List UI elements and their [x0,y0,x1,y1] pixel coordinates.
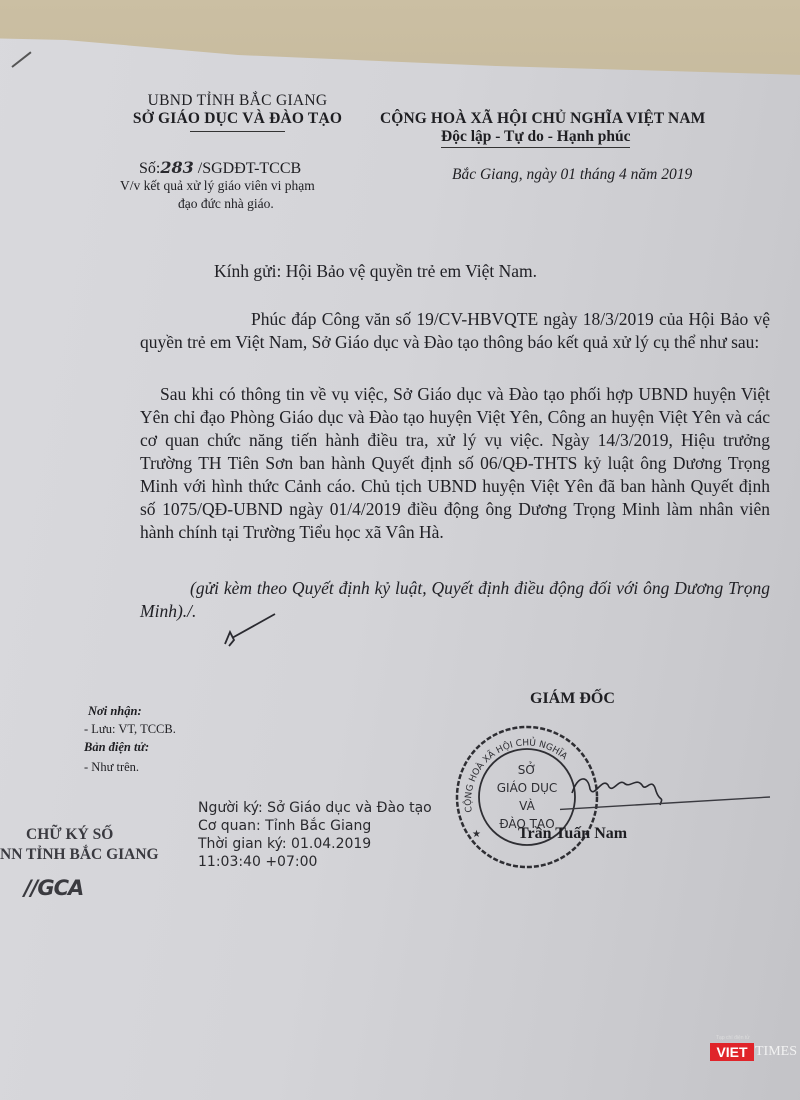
electronic-copy-title: Bản điện tử: [84,740,150,754]
gca-logo-text: GCA [37,876,84,900]
signer-title: GIÁM ĐỐC [530,690,615,707]
svg-text:ĐÀO TẠO: ĐÀO TẠO [499,817,555,831]
document-date: Bắc Giang, ngày 01 tháng 4 năm 2019 [452,166,693,183]
issuing-agency-header [105,92,370,132]
svg-text:SỞ: SỞ [517,763,537,777]
watermark-brand-rest: TIMES [755,1044,797,1059]
signature-time: Thời gian ký: 01.04.2019 11:03:40 +07:00 [198,836,372,870]
subject-line-2: đạo đức nhà giáo. [178,196,274,211]
number-label: Số: [139,160,161,177]
subject-line-1: V/v kết quả xử lý giáo viên vi phạm [120,178,315,193]
signature-signer: Người ký: Sở Giáo dục và Đào tạo [198,800,432,816]
paragraph-details: Sau khi có thông tin về vụ việc, Sở Giáo dục và Đào tạo phối hợp UBND huyện Việt Yên chỉ đạo Phòng Giáo dục và Đào tạo huyện Việt Yên, Công an huyện Việt Yên và các cơ quan chức năng tiến hành điều tra, xử lý vụ việc. Ngày 14/3/2019, Hiệu trưởng Trường TH Tiên Sơn ban hành Quyết định số 06/QĐ-THTS kỷ luật ông Dương Trọng Minh với hình thức Cảnh cáo. Chủ tịch UBND huyện Việt Yên đã ban hành Quyết định số 1075/QĐ-UBND ngày 01/4/2019 điều động ông Dương Trọng Minh làm nhân viên hành chính tại Trường Tiểu học xã Vân Hà. [140,384,770,542]
number-handwritten: 283 [160,158,194,177]
recipient-line: Kính gửi: Hội Bảo vệ quyền trẻ em Việt Nam. [214,261,538,281]
number-suffix: /SGDĐT-TCCB [197,160,302,177]
viettimes-watermark [710,1035,800,1062]
national-title: CỘNG HOÀ XÃ HỘI CHỦ NGHĨA VIỆT NAM [380,110,706,127]
svg-text:GIÁO DỤC: GIÁO DỤC [496,781,558,795]
svg-text:VÀ: VÀ [519,799,535,813]
header-underline [190,131,285,132]
recipients-title: Nơi nhận: [88,704,142,718]
national-header [380,110,705,148]
gca-logo-slash-icon: // [24,876,38,900]
signature-agency: Cơ quan: Tỉnh Bắc Giang [198,818,372,834]
recipients-item-archive: - Lưu: VT, TCCB. [84,722,176,736]
svg-text:★: ★ [472,829,481,840]
watermark-brand-red: VIET [710,1043,754,1061]
agency-name: SỞ GIÁO DỤC VÀ ĐÀO TẠO [132,110,343,127]
watermark-tagline: Tạp chí điện tử [716,1035,750,1041]
initial-mark-icon [220,610,280,650]
digital-signature-info [198,799,438,871]
document-number [139,158,301,178]
svg-text:CỘNG HOÀ XÃ HỘI CHỦ NGHĨA: CỘNG HOÀ XÃ HỘI CHỦ NGHĨA [463,738,569,814]
electronic-copy-item: - Như trên. [84,760,140,774]
agency-parent: UBND TỈNH BẮC GIANG [147,92,328,109]
gca-logo [24,876,83,900]
handwritten-signature-icon [560,755,800,835]
paragraph-reply: Phúc đáp Công văn số 19/CV-HBVQTE ngày 18/3/2019 của Hội Bảo vệ quyền trẻ em Việt Nam, Sở Giáo dục và Đào tạo thông báo kết quả xử lý cụ thể như sau: [140,309,770,352]
national-motto: Độc lập - Tự do - Hạnh phúc [441,128,630,148]
digital-signature-label: CHỮ KÝ SỐ [26,826,114,843]
paragraph-attachment: (gửi kèm theo Quyết định kỷ luật, Quyết định điều động đối với ông Dương Trọng Minh)./. [140,578,770,621]
digital-signature-authority: NN TỈNH BẮC GIANG [0,846,159,863]
signer-name: Trần Tuấn Nam [518,825,628,842]
